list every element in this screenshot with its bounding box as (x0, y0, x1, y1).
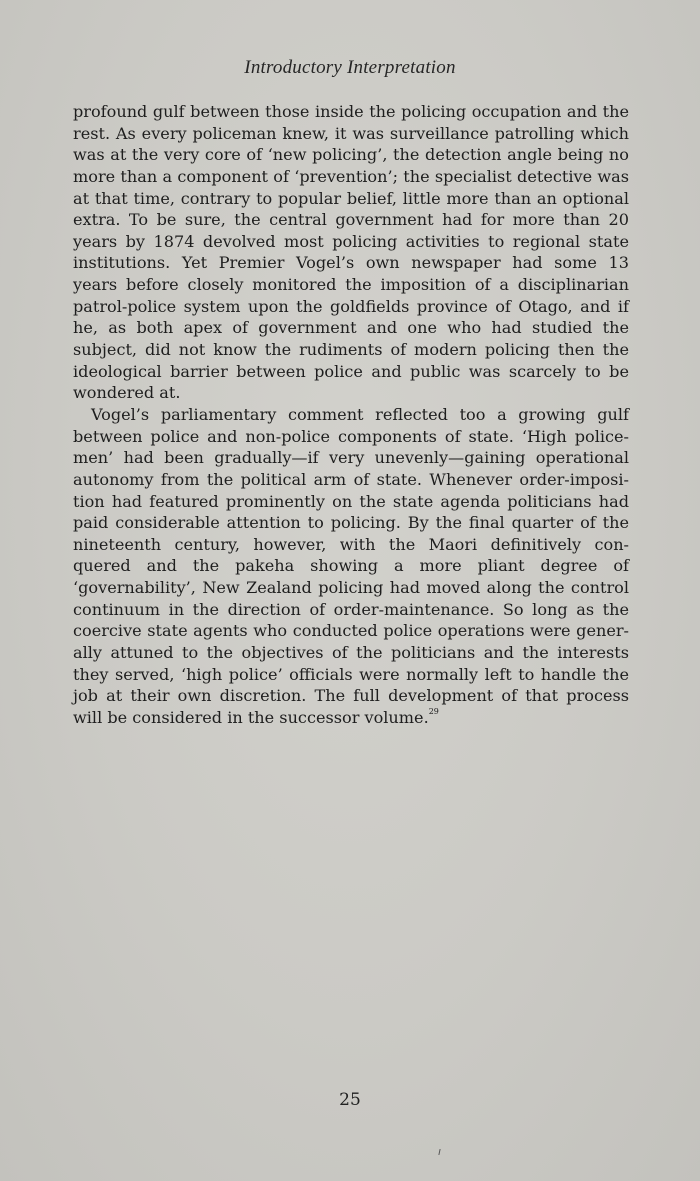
text-line: autonomy from the political arm of state. Whenever order-imposi- (73, 469, 629, 489)
running-head: Introductory Interpretation (244, 57, 456, 78)
body-text (73, 101, 629, 729)
text-line: they served, ‘high police’ officials were normally left to handle the (73, 664, 629, 684)
paper-speck (438, 1149, 440, 1155)
paragraph-1 (73, 101, 629, 404)
text-line: quered and the pakeha showing a more pliant degree of (73, 556, 629, 576)
text-line: coercive state agents who conducted police operations were gener- (73, 621, 629, 641)
text-line: nineteenth century, however, with the Maori definitively con- (73, 534, 629, 554)
text-line: years by 1874 devolved most policing activities to regional state (73, 231, 629, 251)
paragraph-2 (73, 404, 629, 729)
text-line: ally attuned to the objectives of the politicians and the interests (73, 643, 629, 663)
text-line: subject, did not know the rudiments of modern policing then the (73, 340, 629, 360)
text-line: rest. As every policeman knew, it was surveillance patrolling which (73, 123, 629, 143)
final-line-text: will be considered in the successor volume. (73, 707, 429, 727)
text-line: ‘governability’, New Zealand policing had moved along the control (73, 578, 629, 598)
text-line: men’ had been gradually—if very unevenly—gaining operational (73, 448, 629, 468)
page-number: 25 (339, 1090, 361, 1110)
text-line: was at the very core of ‘new policing’, the detection angle being no (73, 145, 629, 165)
text-line: patrol-police system upon the goldfields province of Otago, and if (73, 296, 629, 316)
text-line: Vogel’s parliamentary comment reflected too a growing gulf (91, 404, 629, 424)
text-line: at that time, contrary to popular belief, little more than an optional (73, 188, 629, 208)
text-line: profound gulf between those inside the policing occupation and the (73, 102, 629, 121)
footnote-marker[interactable]: 29 (428, 706, 439, 716)
text-line: years before closely monitored the imposition of a disciplinarian (73, 275, 629, 295)
text-line: ideological barrier between police and public was scarcely to be (73, 361, 629, 381)
text-line-final (73, 707, 629, 729)
text-line: between police and non-police components of state. ‘High police- (73, 426, 629, 446)
text-line: more than a component of ‘prevention’; the specialist detective was (73, 166, 629, 186)
text-line: tion had featured prominently on the state agenda politicians had (73, 491, 629, 511)
text-line: extra. To be sure, the central government had for more than 20 (73, 210, 629, 230)
text-line: paid considerable attention to policing. By the final quarter of the (73, 513, 629, 533)
text-line: he, as both apex of government and one who had studied the (73, 318, 629, 338)
text-line: job at their own discretion. The full development of that process (73, 686, 629, 706)
text-line: institutions. Yet Premier Vogel’s own newspaper had some 13 (73, 253, 629, 273)
text-line: wondered at. (73, 383, 181, 403)
text-line: continuum in the direction of order-maintenance. So long as the (73, 599, 629, 619)
